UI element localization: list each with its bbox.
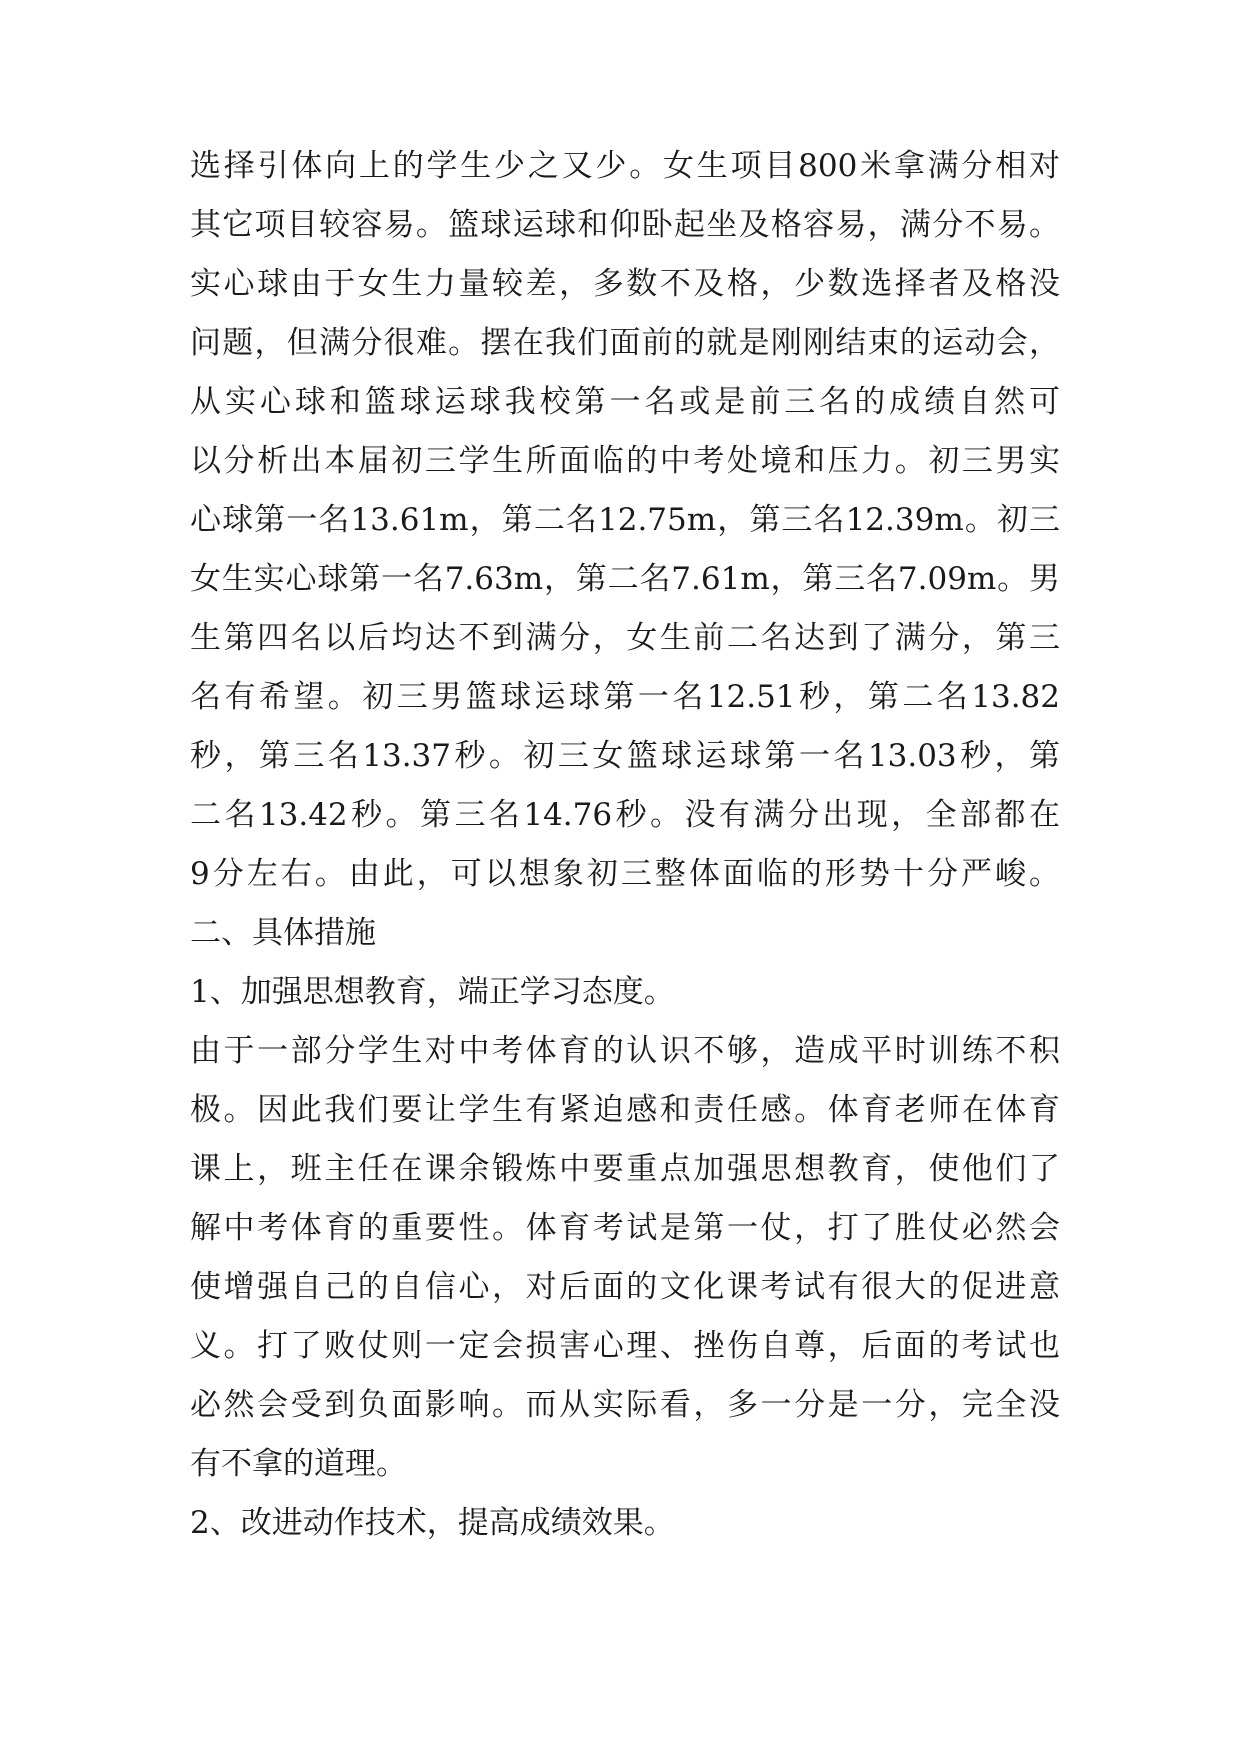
paragraph-line: 解中考体育的重要性。体育考试是第一仗，打了胜仗必然会 bbox=[190, 1210, 1060, 1246]
paragraph-line: 实心球由于女生力量较差，多数不及格，少数选择者及格没 bbox=[190, 266, 1060, 302]
paragraph-line: 其它项目较容易。篮球运球和仰卧起坐及格容易，满分不易。 bbox=[190, 207, 1060, 243]
subsection-heading: 1、加强思想教育，端正学习态度。 bbox=[190, 974, 675, 1010]
paragraph-line: 9分左右。由此，可以想象初三整体面临的形势十分严峻。 bbox=[190, 856, 1060, 892]
paragraph-line: 问题，但满分很难。摆在我们面前的就是刚刚结束的运动会， bbox=[190, 325, 1060, 361]
paragraph-line: 由于一部分学生对中考体育的认识不够，造成平时训练不积 bbox=[190, 1033, 1060, 1069]
paragraph-line: 课上，班主任在课余锻炼中要重点加强思想教育，使他们了 bbox=[190, 1151, 1060, 1187]
paragraph-line: 选择引体向上的学生少之又少。女生项目800米拿满分相对 bbox=[190, 148, 1060, 184]
paragraph-line: 极。因此我们要让学生有紧迫感和责任感。体育老师在体育 bbox=[190, 1092, 1060, 1128]
paragraph-line: 生第四名以后均达不到满分，女生前二名达到了满分，第三 bbox=[190, 620, 1060, 656]
paragraph-line: 女生实心球第一名7.63m，第二名7.61m，第三名7.09m。男 bbox=[190, 561, 1060, 597]
subsection-heading: 2、改进动作技术，提高成绩效果。 bbox=[190, 1505, 675, 1541]
paragraph-line: 有不拿的道理。 bbox=[190, 1446, 407, 1482]
paragraph-line: 使增强自己的自信心，对后面的文化课考试有很大的促进意 bbox=[190, 1269, 1060, 1305]
paragraph-line: 以分析出本届初三学生所面临的中考处境和压力。初三男实 bbox=[190, 443, 1060, 479]
section-heading: 二、具体措施 bbox=[190, 915, 376, 951]
paragraph-line: 必然会受到负面影响。而从实际看，多一分是一分，完全没 bbox=[190, 1387, 1060, 1423]
paragraph-line: 名有希望。初三男篮球运球第一名12.51秒，第二名13.82 bbox=[190, 679, 1060, 715]
paragraph-line: 心球第一名13.61m，第二名12.75m，第三名12.39m。初三 bbox=[190, 502, 1060, 538]
paragraph-line: 秒，第三名13.37秒。初三女篮球运球第一名13.03秒，第 bbox=[190, 738, 1060, 774]
paragraph-line: 义。打了败仗则一定会损害心理、挫伤自尊，后面的考试也 bbox=[190, 1328, 1060, 1364]
paragraph-line: 从实心球和篮球运球我校第一名或是前三名的成绩自然可 bbox=[190, 384, 1060, 420]
paragraph-line: 二名13.42秒。第三名14.76秒。没有满分出现，全部都在 bbox=[190, 797, 1060, 833]
